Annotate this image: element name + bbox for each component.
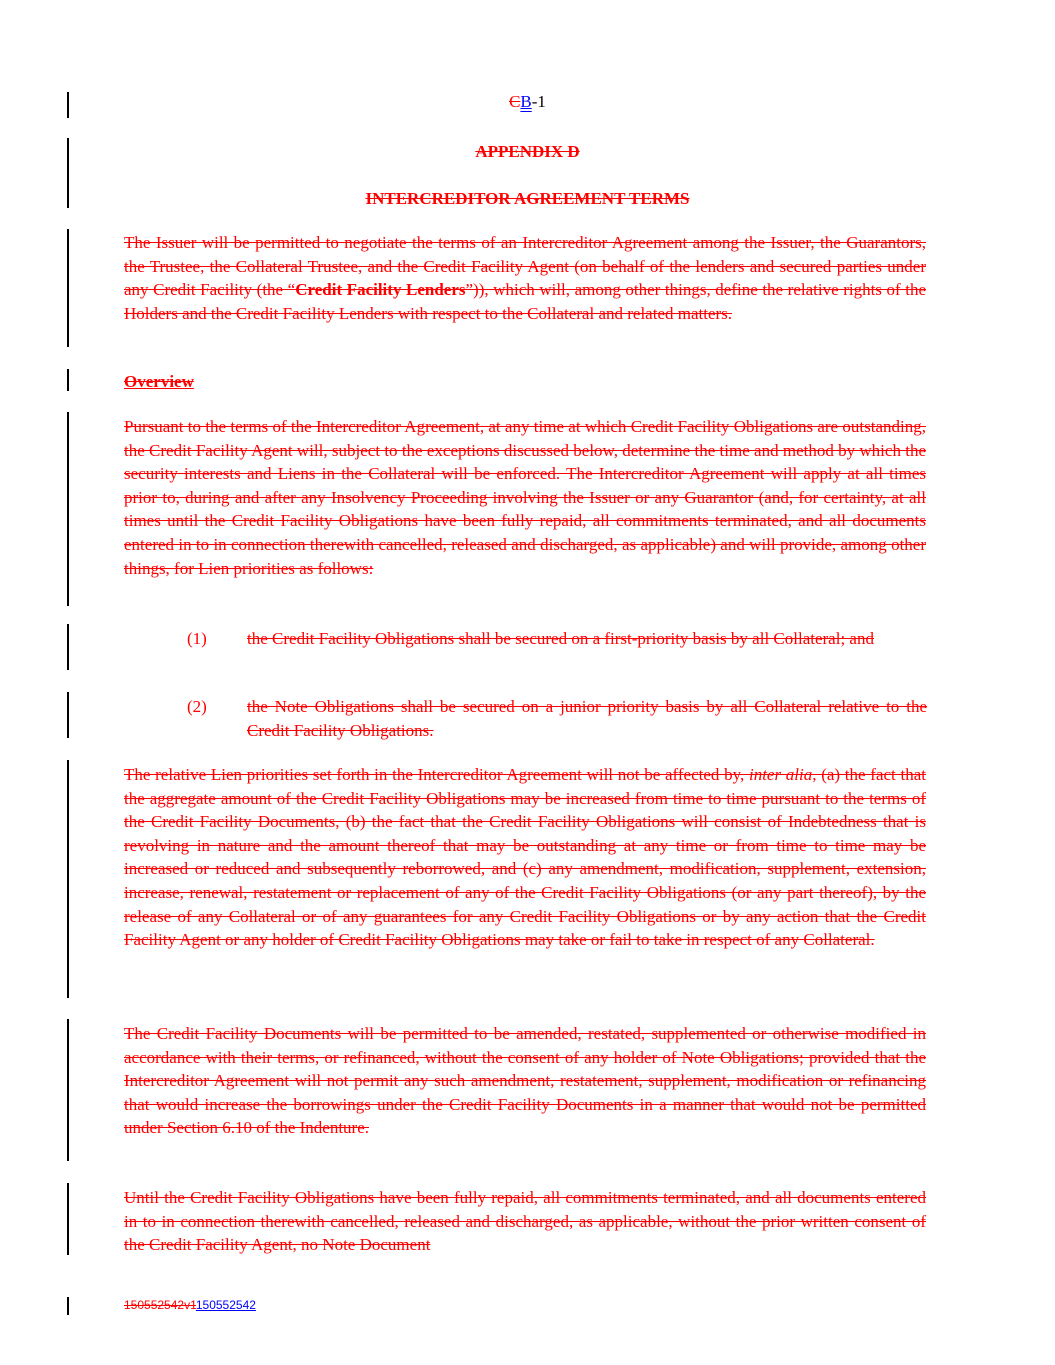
change-bar — [67, 1019, 69, 1161]
change-bar — [67, 760, 69, 998]
overview-paragraph: Pursuant to the terms of the Intercreditor Agreement, at any time at which Credit Facility Obligations are outstanding, the Credit Facility Agent will, subject to the exceptions discussed below, determine the time and method by which the security interests and Liens in the Collateral will be enforced. The Intercreditor Agreement will apply at all times prior to, during and after any Insolvency Proceeding involving the Issuer or any Guarantor (and, for certainty, at all times until the Credit Facility Obligations have been fully repaid, all commitments terminated, and all documents entered in to in connection therewith cancelled, released and discharged, as applicable) and will provide, among other things, for Lien priorities as follows: — [124, 417, 926, 578]
header-suffix: -1 — [531, 92, 546, 111]
intro-text-part2: ”)), which will, among other things, define the relative rights of the Holders and the Credit Facility Lenders with respect to the Collateral and related matters. — [124, 280, 926, 323]
header-deleted-text: C — [509, 92, 521, 111]
change-bar — [67, 369, 69, 391]
change-bar — [67, 229, 69, 347]
list-item — [187, 627, 927, 651]
list-item-number: (2) — [187, 697, 207, 716]
intro-text-part1: The Issuer will be permitted to negotiate the terms of an Intercreditor Agreement among the Issuer, the Guarantors, the Trustee, the Collateral Trustee, and the Credit Facility Agent (on behalf of the lenders and secured parties under any Credit Facility (the “ — [124, 233, 926, 300]
footer-deleted-id: 150552542v1 — [124, 1298, 196, 1312]
priorities-text-part1: The relative Lien priorities set forth in the Intercreditor Agreement will not be affected by, — [124, 765, 749, 784]
list-item-text: the Note Obligations shall be secured on a junior priority basis by all Collateral relative to the Credit Facility Obligations. — [247, 697, 927, 740]
header-inserted-text: B — [520, 92, 532, 111]
amendment-paragraph: The Credit Facility Documents will be permitted to be amended, restated, supplemented or otherwise modified in accordance with their terms, or refinanced, without the consent of any holder of Note Obligations; provided that the Intercreditor Agreement will not permit any such amendment, restatement, supplement, modification or refinancing that would increase the borrowings under the Credit Facility Documents in a manner that would not be permitted under Section 6.10 of the Indenture. — [124, 1024, 926, 1138]
page-number-header — [0, 92, 1055, 112]
until-paragraph: Until the Credit Facility Obligations have been fully repaid, all commitments terminated, and all documents entered in to in connection therewith cancelled, released and discharged, as applicable, without the prior written consent of the Credit Facility Agent, no Note Document — [124, 1188, 926, 1255]
priorities-text-part2: , (a) the fact that the aggregate amount of the Credit Facility Obligations may be increased from time to time pursuant to the terms of the Credit Facility Documents, (b) the fact that the Credit Facility Obligations will consist of Indebtedness that is revolving in nature and the amount thereof that may be outstanding at any time or from time to time may be increased or reduced and subsequently reborrowed, and (c) any amendment, modification, supplement, extension, increase, renewal, restatement or replacement of any of the Credit Facility Obligations (or any part thereof), by the release of any Collateral or of any guarantees for any Credit Facility Obligations or by any action that the Credit Facility Agent or any holder of Credit Facility Obligations may take or fail to take in respect of any Collateral. — [124, 765, 926, 950]
overview-heading: Overview — [124, 372, 194, 391]
priorities-paragraph — [124, 763, 926, 952]
agreement-title: INTERCREDITOR AGREEMENT TERMS — [365, 189, 690, 208]
list-item-text: the Credit Facility Obligations shall be secured on a first-priority basis by all Collateral; and — [247, 629, 874, 648]
list-item-number: (1) — [187, 629, 207, 648]
defined-term: Credit Facility Lenders — [295, 280, 466, 300]
change-bar — [67, 1297, 69, 1315]
change-bar — [67, 1183, 69, 1255]
footer-inserted-id: 150552542 — [195, 1298, 256, 1312]
change-bar — [67, 624, 69, 670]
list-item — [187, 695, 927, 742]
appendix-title: APPENDIX D — [475, 142, 580, 161]
document-id-footer — [124, 1298, 256, 1312]
intro-paragraph — [124, 231, 926, 325]
change-bar — [67, 412, 69, 606]
change-bar — [67, 692, 69, 738]
priorities-italic: inter alia — [748, 765, 813, 784]
